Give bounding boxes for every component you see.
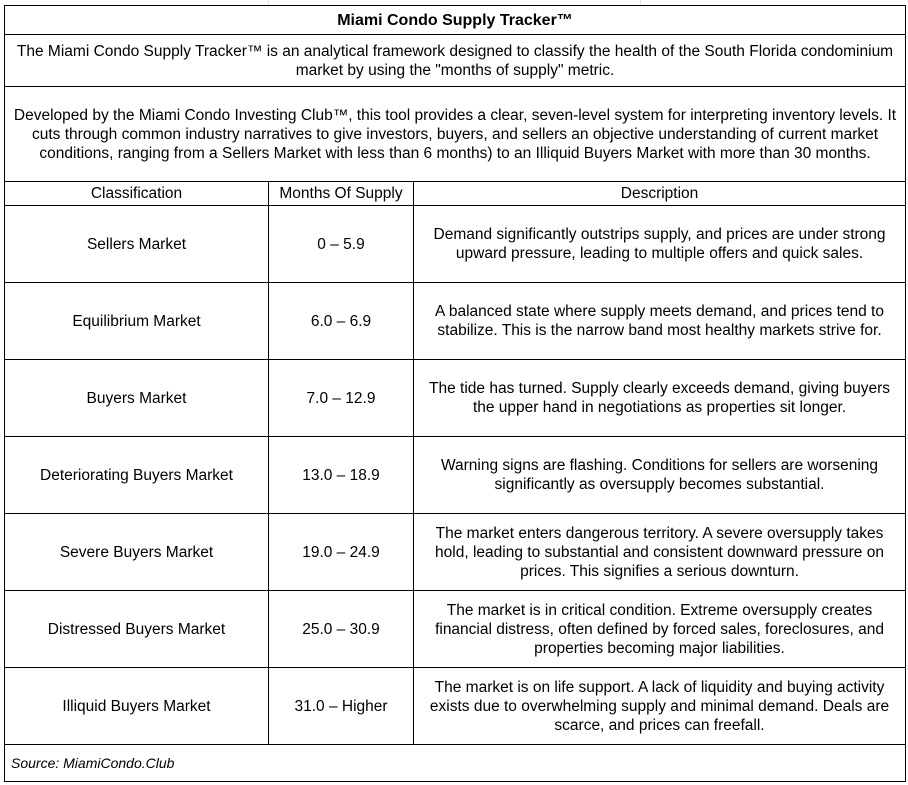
title-row — [5, 6, 906, 35]
table-row — [5, 514, 906, 591]
header-months-of-supply: Months Of Supply — [269, 182, 414, 206]
months-cell: 25.0 – 30.9 — [269, 591, 414, 668]
supply-tracker-table — [4, 5, 906, 782]
months-cell: 13.0 – 18.9 — [269, 437, 414, 514]
table-row — [5, 283, 906, 360]
source-row — [5, 745, 906, 782]
description-cell: The tide has turned. Supply clearly exceeds demand, giving buyers the upper hand in negotiations as properties sit longer. — [414, 360, 906, 437]
classification-cell: Equilibrium Market — [5, 283, 269, 360]
classification-cell: Buyers Market — [5, 360, 269, 437]
header-row — [5, 182, 906, 206]
table-row — [5, 437, 906, 514]
header-classification: Classification — [5, 182, 269, 206]
table-row — [5, 206, 906, 283]
description-cell: Demand significantly outstrips supply, and prices are under strong upward pressure, leading to multiple offers and quick sales. — [414, 206, 906, 283]
description-cell: The market is on life support. A lack of liquidity and buying activity exists due to overwhelming supply and minimal demand. Deals are scarce, and prices can freefall. — [414, 668, 906, 745]
intro-text: The Miami Condo Supply Tracker™ is an analytical framework designed to classify the health of the South Florida condominium market by using the "months of supply" metric. — [5, 35, 906, 87]
source-text: Source: MiamiCondo.Club — [5, 745, 906, 782]
classification-cell: Severe Buyers Market — [5, 514, 269, 591]
months-cell: 6.0 – 6.9 — [269, 283, 414, 360]
developed-text: Developed by the Miami Condo Investing Club™, this tool provides a clear, seven-level system for interpreting inventory levels. It cuts through common industry narratives to give investors, buyers, and sellers an objective understanding of current market conditions, ranging from a Sellers Market with less than 6 months) to an Illiquid Buyers Market with more than 30 months. — [5, 87, 906, 182]
months-cell: 0 – 5.9 — [269, 206, 414, 283]
classification-cell: Deteriorating Buyers Market — [5, 437, 269, 514]
table-row — [5, 668, 906, 745]
classification-cell: Distressed Buyers Market — [5, 591, 269, 668]
table-row — [5, 591, 906, 668]
description-cell: Warning signs are flashing. Conditions for sellers are worsening significantly as oversupply becomes substantial. — [414, 437, 906, 514]
intro-row — [5, 35, 906, 87]
months-cell: 31.0 – Higher — [269, 668, 414, 745]
description-cell: The market enters dangerous territory. A severe oversupply takes hold, leading to substantial and consistent downward pressure on prices. This signifies a serious downturn. — [414, 514, 906, 591]
classification-cell: Sellers Market — [5, 206, 269, 283]
description-cell: A balanced state where supply meets demand, and prices tend to stabilize. This is the narrow band most healthy markets strive for. — [414, 283, 906, 360]
header-description: Description — [414, 182, 906, 206]
description-cell: The market is in critical condition. Extreme oversupply creates financial distress, often defined by forced sales, foreclosures, and properties becoming major liabilities. — [414, 591, 906, 668]
developed-row — [5, 87, 906, 182]
months-cell: 19.0 – 24.9 — [269, 514, 414, 591]
table-row — [5, 360, 906, 437]
months-cell: 7.0 – 12.9 — [269, 360, 414, 437]
classification-cell: Illiquid Buyers Market — [5, 668, 269, 745]
table-title: Miami Condo Supply Tracker™ — [5, 6, 906, 35]
